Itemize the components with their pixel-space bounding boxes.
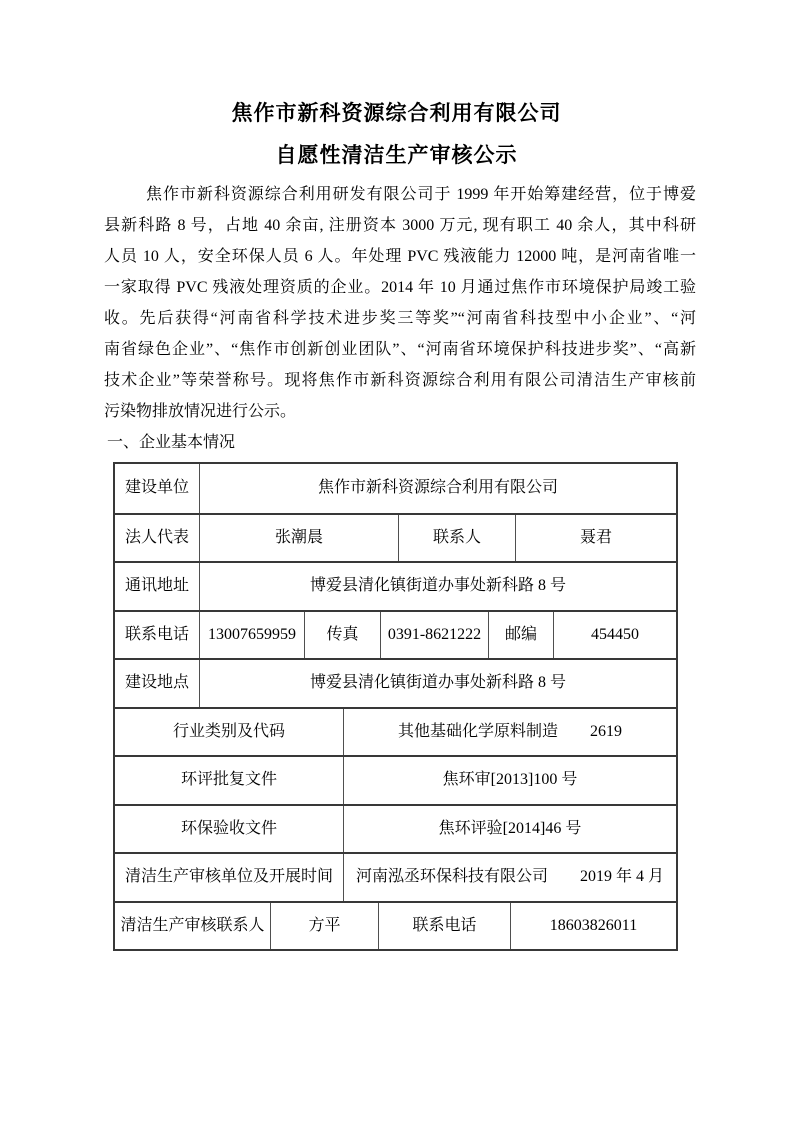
table-cell-label: 建设单位 [124, 479, 189, 497]
intro-line: 技术企业”等荣誉称号。现将焦作市新科资源综合利用有限公司清洁生产审核前 [104, 372, 696, 389]
company-info-table [113, 462, 678, 951]
section-heading: 一、企业基本情况 [107, 434, 236, 451]
table-cell-value: 454450 [553, 612, 676, 659]
intro-paragraph [104, 179, 696, 427]
intro-line: 污染物排放情况进行公示。 [104, 403, 297, 420]
table-row-phone-fax-zip [115, 610, 676, 659]
table-cell-value: 18603826011 [510, 903, 676, 950]
table-row-mailing-address [115, 561, 676, 610]
page-title: 焦作市新科资源综合利用有限公司 [231, 102, 562, 125]
table-cell-label: 通讯地址 [124, 577, 189, 595]
table-cell-label: 联系人 [398, 515, 515, 562]
table-cell-value: 河南泓丞环保科技有限公司 2019 年 4 月 [343, 854, 676, 901]
table-cell-value: 博爱县清化镇街道办事处新科路 8 号 [199, 660, 676, 707]
table-row-environmental-acceptance-document [115, 804, 676, 853]
table-row-industry-code [115, 707, 676, 756]
table-cell-label: 传真 [304, 612, 380, 659]
table-cell-label: 清洁生产审核联系人 [120, 916, 265, 934]
table-cell-value: 焦环评验[2014]46 号 [343, 806, 676, 853]
intro-line: 南省绿色企业”、“焦作市创新创业团队”、“河南省环境保护科技进步奖”、“高新 [104, 341, 696, 358]
intro-line: 焦作市新科资源综合利用研发有限公司于 1999 年开始筹建经营，位于博爱 [146, 186, 696, 203]
table-cell-value: 张潮晨 [199, 515, 398, 562]
table-cell-label: 环评批复文件 [180, 771, 277, 789]
intro-line: 收。先后获得“河南省科学技术进步奖三等奖”“河南省科技型中小企业”、“河 [104, 310, 696, 327]
table-cell-value: 其他基础化学原料制造 2619 [343, 709, 676, 756]
table-cell-value: 13007659959 [199, 612, 304, 659]
table-row-audit-contact [115, 901, 676, 950]
table-row-construction-unit [115, 464, 676, 513]
table-cell-label: 联系电话 [378, 903, 510, 950]
table-cell-label: 行业类别及代码 [172, 722, 285, 740]
table-cell-label: 法人代表 [124, 528, 189, 546]
table-row-eia-approval-document [115, 755, 676, 804]
table-row-audit-unit-and-time [115, 852, 676, 901]
intro-line: 人员 10 人，安全环保人员 6 人。年处理 PVC 残液能力 12000 吨，是河南省唯一 [104, 248, 696, 265]
table-cell-value: 焦作市新科资源综合利用有限公司 [199, 464, 676, 513]
table-cell-value: 聂君 [515, 515, 676, 562]
table-cell-label: 邮编 [488, 612, 553, 659]
table-cell-value: 博爱县清化镇街道办事处新科路 8 号 [199, 563, 676, 610]
table-row-construction-site [115, 658, 676, 707]
table-cell-label: 联系电话 [124, 625, 189, 643]
table-cell-label: 清洁生产审核单位及开展时间 [124, 868, 333, 886]
intro-line: 县新科路 8 号，占地 40 余亩, 注册资本 3000 万元, 现有职工 40 余人，其中科研 [104, 217, 696, 234]
table-cell-label: 建设地点 [124, 674, 189, 692]
page-subtitle: 自愿性清洁生产审核公示 [275, 144, 518, 167]
table-row-legal-representative [115, 513, 676, 562]
intro-line: 一家取得 PVC 残液处理资质的企业。2014 年 10 月通过焦作市环境保护局竣工验 [104, 279, 696, 296]
table-cell-value: 方平 [270, 903, 378, 950]
table-cell-value: 焦环审[2013]100 号 [343, 757, 676, 804]
table-cell-label: 环保验收文件 [180, 819, 277, 837]
table-cell-value: 0391-8621222 [380, 612, 488, 659]
